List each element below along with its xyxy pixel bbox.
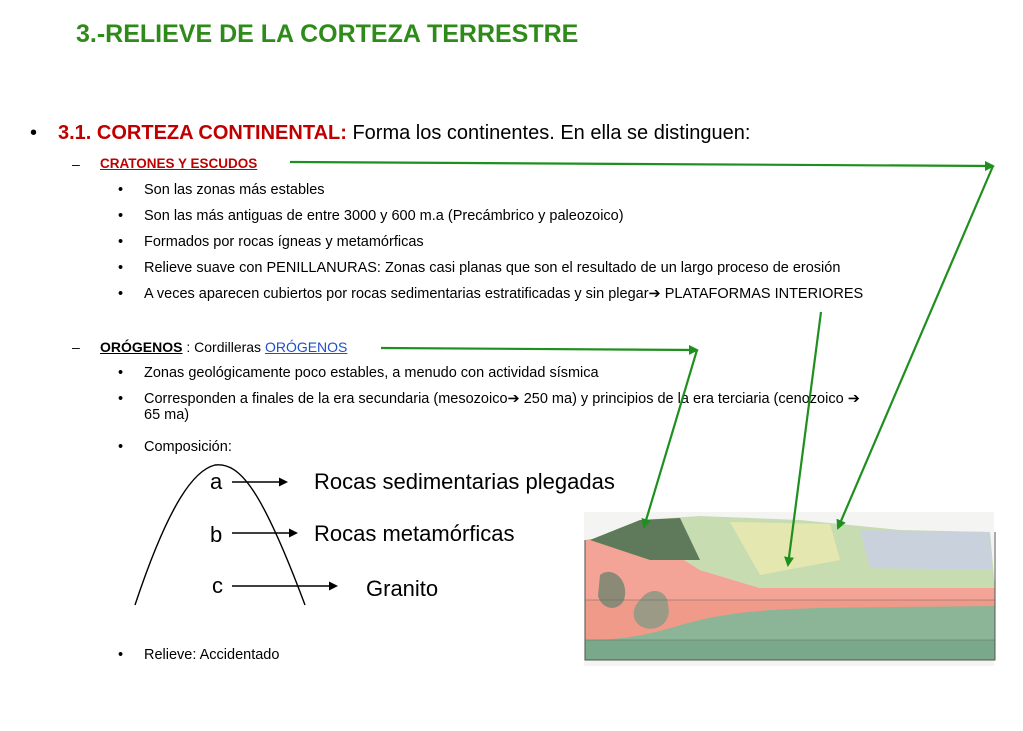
label-b: b [210, 522, 223, 547]
arrow-icon: ➔ [648, 286, 661, 302]
label-granite: Granito [366, 576, 439, 601]
bullet-icon: • [30, 122, 38, 144]
cratones-title: CRATONES Y ESCUDOS [100, 156, 258, 171]
label-sedimentary: Rocas sedimentarias plegadas [314, 469, 615, 494]
arrow-icon: ➔ [507, 391, 520, 407]
label-metamorphic: Rocas metamórficas [314, 521, 515, 546]
page-title: 3.-RELIEVE DE LA CORTEZA TERRESTRE [76, 20, 579, 48]
arrow-icon: ➔ [847, 391, 860, 407]
geological-block-image [584, 512, 995, 666]
label-c: c [212, 573, 223, 598]
orogen-profile-diagram [135, 465, 336, 605]
orogenos-title: ORÓGENOS [100, 339, 183, 355]
label-a: a [210, 469, 223, 494]
section-text: Forma los continentes. En ella se distinguen: [346, 122, 751, 144]
section-title: 3.1. CORTEZA CONTINENTAL: [58, 122, 347, 144]
green-arrows [290, 162, 993, 565]
orogenos-link[interactable]: ORÓGENOS [264, 339, 348, 355]
